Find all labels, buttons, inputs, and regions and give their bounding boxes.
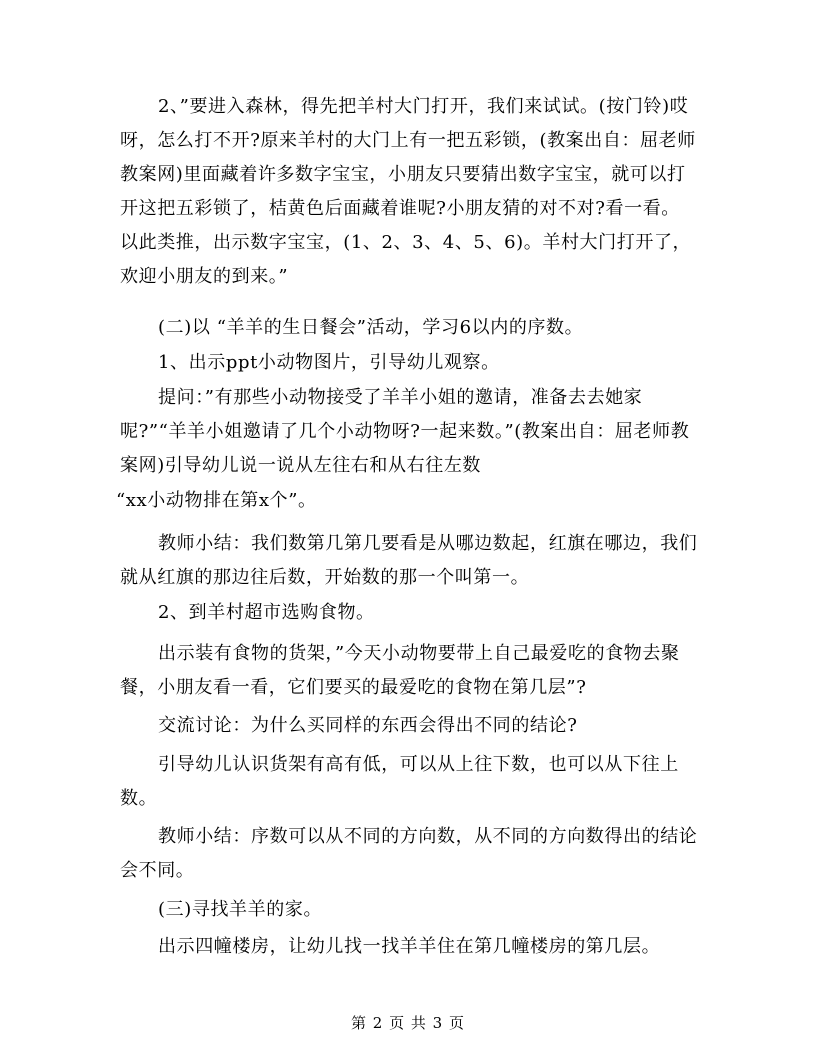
paragraph-teacher-summary-one: 教师小结：我们数第几第几要看是从哪边数起，红旗在哪边，我们就从红旗的那边往后数，开始数的那一个叫第一。 — [120, 533, 698, 588]
paragraph-step-two: 2、到羊村超市选购食物。 — [158, 602, 375, 623]
paragraph-step-one: 1、出示ppt小动物图片，引导幼儿观察。 — [158, 352, 500, 373]
paragraph-quote-position: “xx小动物排在第x个”。 — [116, 490, 317, 511]
paragraph-section-two-heading: (二)以 “羊羊的生日餐会”活动，学习6以内的序数。 — [158, 317, 584, 338]
paragraph-discussion: 交流讨论：为什么买同样的东西会得出不同的结论? — [158, 715, 578, 736]
paragraph-find-house: 出示四幢楼房，让幼儿找一找羊羊住在第几幢楼房的第几层。 — [158, 936, 661, 957]
paragraph-shelf: 出示装有食物的货架，”今天小动物要带上自己最爱吃的食物去聚餐，小朋友看一看，它们要买的最爱吃的食物在第几层”? — [120, 643, 680, 698]
paragraph-teacher-summary-two: 教师小结：序数可以从不同的方向数，从不同的方向数得出的结论会不同。 — [120, 826, 698, 881]
paragraph-section-three-heading: (三)寻找羊羊的家。 — [158, 899, 323, 920]
page-number-footer: 第 2 页 共 3 页 — [351, 1014, 465, 1032]
paragraph-question: 提问：”有那些小动物接受了羊羊小姐的邀请，准备去去她家呢?”“羊羊小姐邀请了几个小动物呀?一起来数。”(教案出自：屈老师教案网)引导幼儿说一说从左往右和从右往左数 — [120, 387, 690, 476]
paragraph-gate-lock: 2、”要进入森林，得先把羊村大门打开，我们来试试。(按门铃)哎呀，怎么打不开?原来羊村的大门上有一把五彩锁，(教案出自：屈老师教案网)里面藏着许多数字宝宝，小朋友只要猜出数字宝宝，就可以打开这把五彩锁了，桔黄色后面藏着谁呢?小朋友猜的对不对?看一看。以此类推，出示数字宝宝，(1、2、3、4、5、6)。羊村大门打开了，欢迎小朋友的到来。” — [120, 96, 696, 287]
paragraph-guide-shelf: 引导幼儿认识货架有高有低，可以从上往下数，也可以从下往上数。 — [120, 754, 679, 809]
